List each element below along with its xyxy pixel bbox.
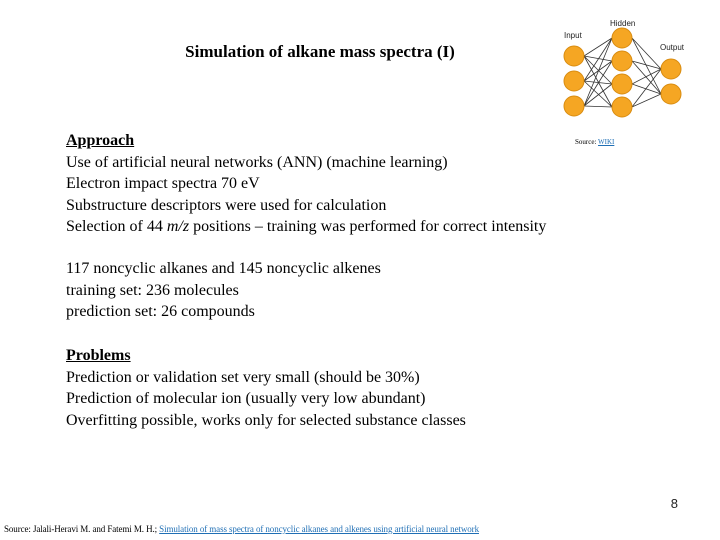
input-node (564, 46, 584, 66)
input-node (564, 96, 584, 116)
network-edge (584, 38, 612, 106)
output-layer-label: Output (660, 43, 685, 52)
image-source-link[interactable]: WIKI (598, 138, 615, 146)
problems-heading: Problems (66, 347, 131, 364)
hidden-layer-label: Hidden (610, 19, 636, 28)
network-edge (632, 69, 661, 84)
selection-mz: m/z (166, 218, 190, 235)
input-node (564, 71, 584, 91)
network-edge (584, 106, 612, 107)
network-edge (632, 61, 661, 69)
input-layer-label: Input (564, 31, 582, 40)
network-edge (632, 94, 661, 107)
image-source (575, 138, 614, 146)
network-edge (632, 38, 661, 69)
approach-line-3: Substructure descriptors were used for calculation (66, 196, 387, 214)
output-node (661, 84, 681, 104)
footer-source-link[interactable]: Simulation of mass spectra of noncyclic alkanes and alkenes using artificial neural network (159, 524, 479, 534)
dataset-line-1: 117 noncyclic alkanes and 145 noncyclic alkenes (66, 260, 381, 277)
problems-line-2: Prediction of molecular ion (usually very low abundant) (66, 390, 426, 407)
neural-network-diagram (548, 14, 708, 128)
hidden-node (612, 51, 632, 71)
selection-text-before: Selection of 44 (66, 218, 167, 235)
approach-line-4 (66, 216, 546, 238)
network-edge (584, 38, 612, 81)
image-source-prefix: Source: (575, 138, 599, 146)
dataset-line-3: prediction set: 26 compounds (66, 303, 255, 320)
dataset-line-2: training set: 236 molecules (66, 281, 239, 299)
approach-section (66, 130, 546, 238)
hidden-node (612, 97, 632, 117)
problems-section (66, 345, 466, 431)
network-edge (632, 69, 661, 107)
footer-prefix: Source: Jalali-Heravi M. and Fatemi M. H.; (4, 524, 160, 534)
network-edge (584, 38, 612, 56)
footer-source (4, 524, 479, 534)
selection-text-after: positions – training was performed for correct intensity (189, 218, 547, 235)
approach-line-1: Use of artificial neural networks (ANN) (machine learning) (66, 153, 448, 171)
output-node (661, 59, 681, 79)
problems-line-3: Overfitting possible, works only for selected substance classes (66, 411, 466, 429)
approach-heading: Approach (66, 132, 135, 149)
network-nodes (564, 28, 681, 117)
dataset-section (66, 258, 381, 323)
hidden-node (612, 28, 632, 48)
page-number: 8 (670, 496, 678, 511)
slide-title: Simulation of alkane mass spectra (I) (185, 42, 455, 61)
approach-line-2: Electron impact spectra 70 eV (66, 175, 260, 192)
hidden-node (612, 74, 632, 94)
problems-line-1: Prediction or validation set very small (should be 30%) (66, 368, 420, 386)
